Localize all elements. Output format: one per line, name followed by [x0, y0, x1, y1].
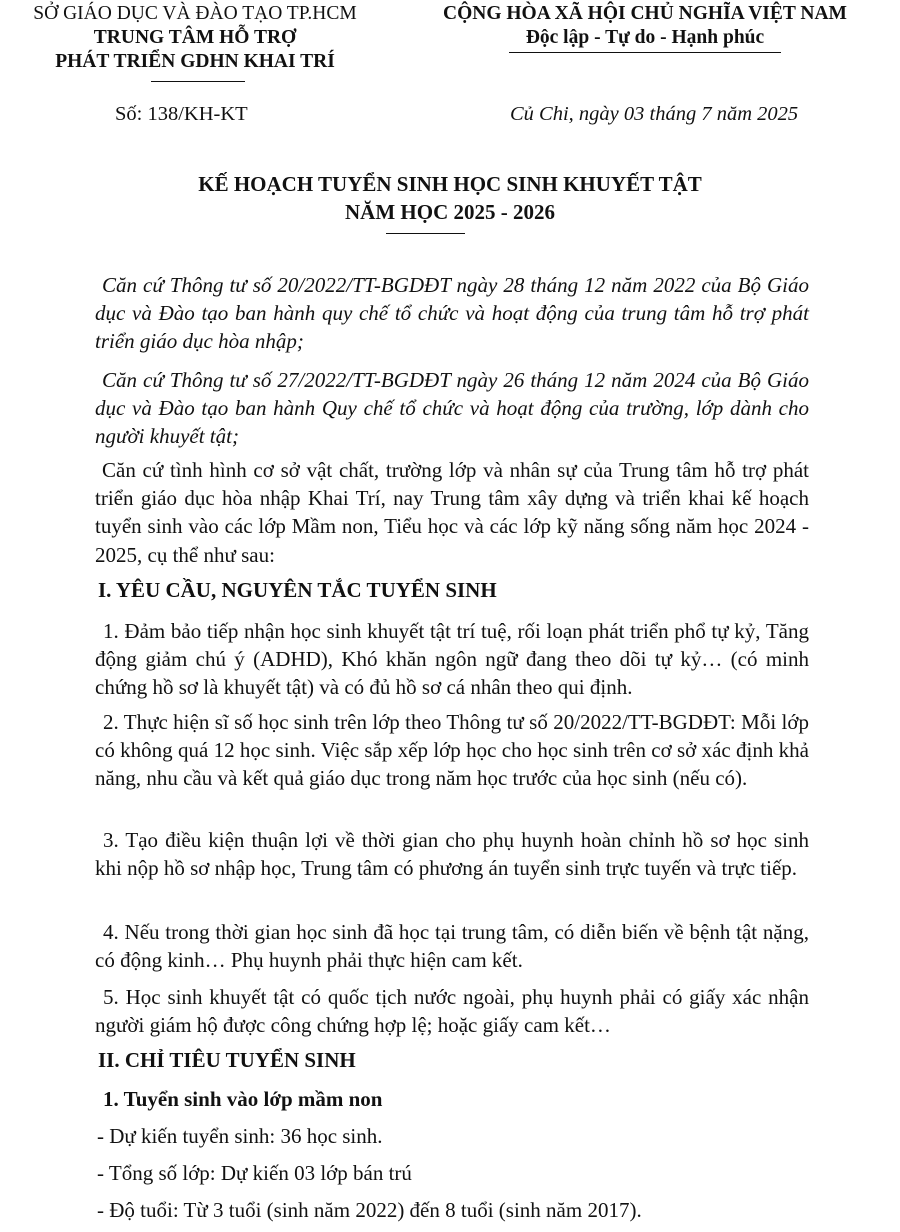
target-bullet: - Độ tuổi: Từ 3 tuổi (sinh năm 2022) đến 8 tuổi (sinh năm 2017). — [97, 1198, 642, 1222]
document-title: KẾ HOẠCH TUYỂN SINH HỌC SINH KHUYẾT TẬT — [198, 172, 702, 196]
requirement-item: 3. Tạo điều kiện thuận lợi về thời gian cho phụ huynh hoàn chỉnh hồ sơ học sinh khi nộp hồ sơ nhập học, Trung tâm có phương án tuyển sinh trực tuyến và trực tiếp. — [95, 828, 809, 881]
requirement-item: 4. Nếu trong thời gian học sinh đã học tại trung tâm, có diễn biến về bệnh tật nặng, có động kinh… Phụ huynh phải thực hiện cam kết. — [95, 920, 809, 973]
requirement-item: 1. Đảm bảo tiếp nhận học sinh khuyết tật trí tuệ, rối loạn phát triển phổ tự kỷ, Tăng động giảm chú ý (ADHD), Khó khăn ngôn ngữ đang theo dõi tự kỷ… (có minh chứng hồ sơ là khuyết tật) và có đủ hồ sơ cá nhân theo qui định. — [95, 619, 809, 700]
national-motto: Độc lập - Tự do - Hạnh phúc — [525, 27, 765, 48]
target-bullet: - Dự kiến tuyển sinh: 36 học sinh. — [97, 1124, 383, 1148]
section-heading: II. CHỈ TIÊU TUYỂN SINH — [98, 1048, 356, 1072]
document-title-year: NĂM HỌC 2025 - 2026 — [345, 200, 555, 224]
target-bullet: - Tổng số lớp: Dự kiến 03 lớp bán trú — [97, 1161, 412, 1185]
title-underline — [386, 233, 465, 234]
section-heading: I. YÊU CẦU, NGUYÊN TẮC TUYỂN SINH — [98, 578, 497, 602]
issuer-center-line1: TRUNG TÂM HỖ TRỢ — [93, 27, 297, 48]
subsection-heading: 1. Tuyển sinh vào lớp mầm non — [103, 1087, 383, 1111]
requirement-item: 5. Học sinh khuyết tật có quốc tịch nước ngoài, phụ huynh phải có giấy xác nhận người giám hộ được công chứng hợp lệ; hoặc giấy cam kết… — [95, 985, 809, 1038]
issuer-department: SỞ GIÁO DỤC VÀ ĐÀO TẠO TP.HCM — [33, 3, 357, 24]
requirement-item: 2. Thực hiện sĩ số học sinh trên lớp theo Thông tư số 20/2022/TT-BGDĐT: Mỗi lớp có không quá 12 học sinh. Việc sắp xếp lớp học cho học sinh trên cơ sở xác định khả năng, nhu cầu và kết quả giáo dục trong năm học trước của học sinh (nếu có). — [95, 710, 809, 791]
document-number: Số: 138/KH-KT — [115, 103, 248, 125]
issuer-underline — [151, 81, 245, 82]
preamble-paragraph: Căn cứ tình hình cơ sở vật chất, trường lớp và nhân sự của Trung tâm hỗ trợ phát triển giáo dục hòa nhập Khai Trí, nay Trung tâm xây dựng và triển khai kế hoạch tuyển sinh vào các lớp Mầm non, Tiểu học và các lớp kỹ năng sống năm học 2024 - 2025, cụ thể như sau: — [95, 458, 809, 567]
national-title: CỘNG HÒA XÃ HỘI CHỦ NGHĨA VIỆT NAM — [443, 3, 847, 24]
preamble-paragraph: Căn cứ Thông tư số 27/2022/TT-BGDĐT ngày 26 tháng 12 năm 2024 của Bộ Giáo dục và Đào tạo ban hành Quy chế tổ chức và hoạt động của trường, lớp dành cho người khuyết tật; — [95, 368, 809, 449]
place-date: Củ Chi, ngày 03 tháng 7 năm 2025 — [510, 103, 799, 125]
issuer-center-line2: PHÁT TRIỂN GDHN KHAI TRÍ — [55, 51, 335, 72]
preamble-paragraph: Căn cứ Thông tư số 20/2022/TT-BGDĐT ngày 28 tháng 12 năm 2022 của Bộ Giáo dục và Đào tạo ban hành quy chế tổ chức và hoạt động của trung tâm hỗ trợ phát triển giáo dục hòa nhập; — [95, 273, 809, 354]
motto-underline — [509, 52, 781, 53]
